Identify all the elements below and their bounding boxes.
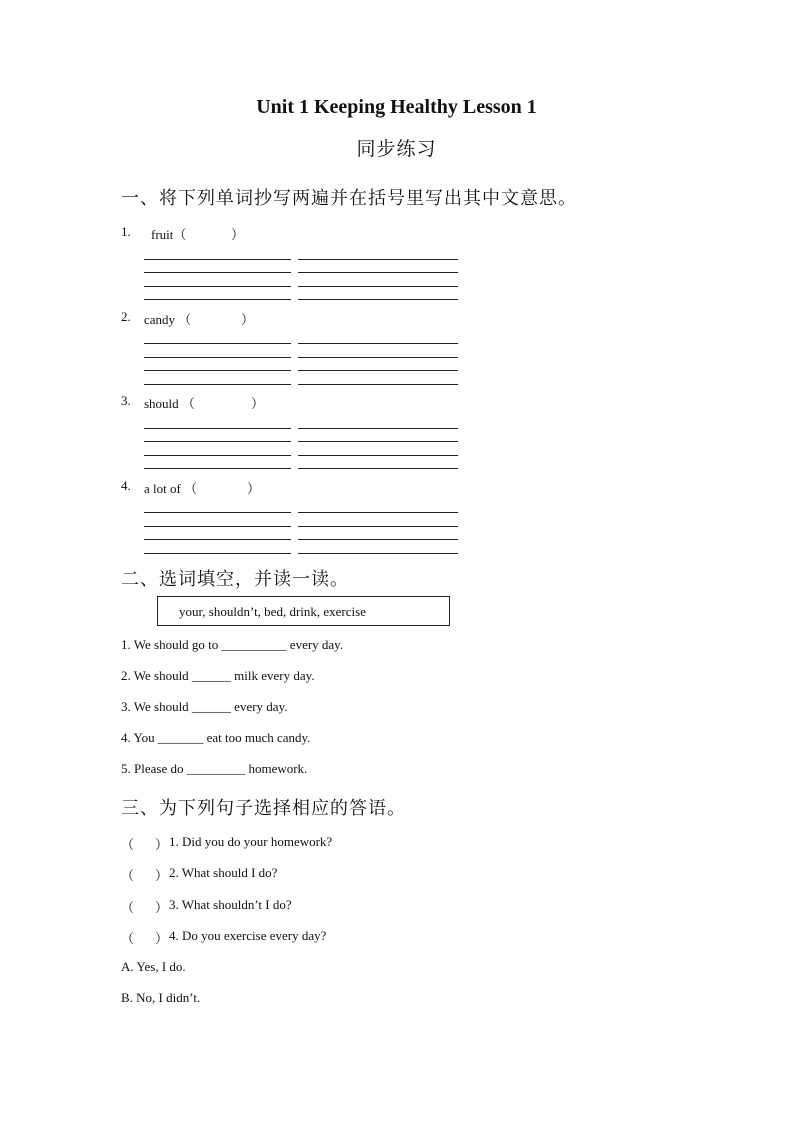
meaning-bracket-close: ） [231,227,245,242]
vocab-word: candy （ [144,312,192,327]
section3-heading: 三、为下列句子选择相应的答语。 [121,798,406,819]
vocab-word: a lot of （ [144,481,198,496]
word-bank-text: your, shouldn’t, bed, drink, exercise [179,604,366,619]
answer-option: A. Yes, I do. [121,959,186,974]
section1-heading: 一、将下列单词抄写两遍并在括号里写出其中文意思。 [121,188,577,209]
fill-sentence: 2. We should ______ milk every day. [121,668,315,683]
question-text: 4. Do you exercise every day? [169,928,327,943]
answer-bracket-open: （ [121,868,135,883]
question-text: 2. What should I do? [169,865,278,880]
fill-sentence: 1. We should go to __________ every day. [121,637,344,652]
vocab-word: should （ [144,396,195,411]
meaning-bracket-close: ） [241,312,255,327]
vocab-word: fruit（ [151,227,187,242]
fill-sentence: 4. You _______ eat too much candy. [121,730,311,745]
answer-bracket-close: ） [155,900,169,915]
fill-sentence: 3. We should ______ every day. [121,699,288,714]
word-bank-box [157,596,450,626]
fill-sentence: 5. Please do _________ homework. [121,761,308,776]
item-number: 1. [121,224,131,239]
answer-bracket-open: （ [121,931,135,946]
answer-bracket-close: ） [155,868,169,883]
question-text: 3. What shouldn’t I do? [169,897,292,912]
meaning-bracket-close: ） [247,481,261,496]
item-number: 2. [121,309,131,324]
page-title: Unit 1 Keeping Healthy Lesson 1 [256,96,537,118]
section2-heading: 二、选词填空，并读一读。 [121,569,349,590]
item-number: 4. [121,478,131,493]
answer-bracket-close: ） [155,837,169,852]
answer-bracket-close: ） [155,931,169,946]
answer-option: B. No, I didn’t. [121,990,201,1005]
item-number: 3. [121,393,131,408]
meaning-bracket-close: ） [251,396,265,411]
page-subtitle: 同步练习 [356,138,437,160]
question-text: 1. Did you do your homework? [169,834,333,849]
answer-bracket-open: （ [121,900,135,915]
answer-bracket-open: （ [121,837,135,852]
